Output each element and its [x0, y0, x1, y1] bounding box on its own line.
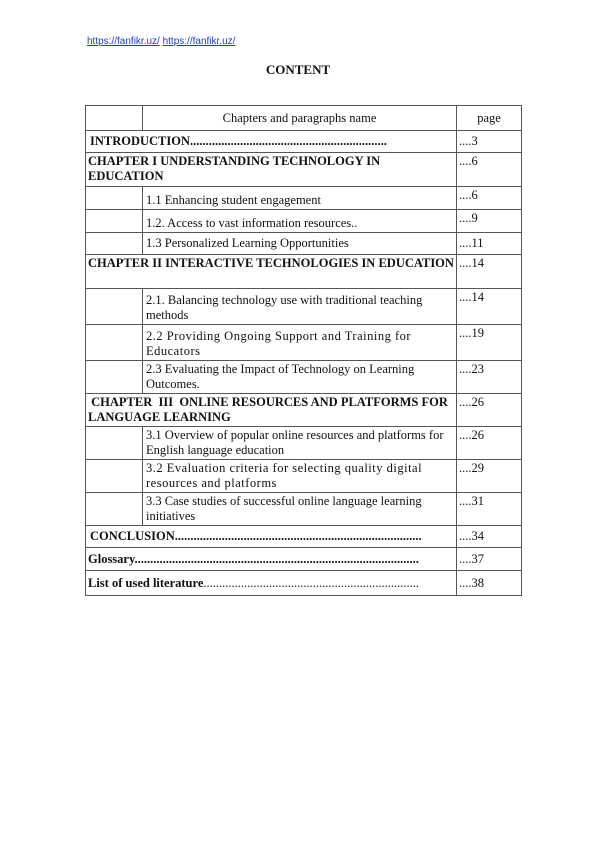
table-row	[86, 255, 522, 289]
row-page: ....26	[457, 394, 522, 427]
header-page-cell: page	[457, 106, 522, 131]
row-text: 3.3 Case studies of successful online language learning initiatives	[143, 493, 457, 526]
contents-table	[85, 105, 522, 596]
table-row	[86, 427, 522, 460]
table-row	[86, 325, 522, 361]
row-page: ....6	[457, 187, 522, 210]
row-page: ....23	[457, 361, 522, 394]
row-page: ....34	[457, 526, 522, 548]
row-page: ....29	[457, 460, 522, 493]
header-link-2[interactable]: https://fanfikr.uz/	[162, 36, 236, 47]
row-text: 1.3 Personalized Learning Opportunities	[143, 233, 457, 255]
table-row	[86, 131, 522, 153]
row-page: ....38	[457, 571, 522, 596]
row-text: 2.3 Evaluating the Impact of Technology on Learning Outcomes.	[143, 361, 457, 394]
row-page: ....3	[457, 131, 522, 153]
table-row	[86, 493, 522, 526]
row-text: 3.1 Overview of popular online resources and platforms for English language education	[143, 427, 457, 460]
row-leader-dots: .....................................................................	[203, 575, 420, 590]
row-indent	[86, 325, 143, 361]
row-text-cell	[86, 571, 457, 596]
table-row	[86, 153, 522, 187]
row-page: ....6	[457, 153, 522, 187]
row-page: ....11	[457, 233, 522, 255]
header-links	[87, 36, 235, 47]
row-indent	[86, 187, 143, 210]
row-text: CHAPTER I UNDERSTANDING TECHNOLOGY IN EDUCATION	[86, 153, 457, 187]
row-indent	[86, 289, 143, 325]
table-row	[86, 548, 522, 571]
row-indent	[86, 361, 143, 394]
table-row	[86, 361, 522, 394]
table-row	[86, 233, 522, 255]
row-page: ....9	[457, 210, 522, 233]
row-page: ....14	[457, 289, 522, 325]
header-blank-cell	[86, 106, 143, 131]
table-row	[86, 526, 522, 548]
row-text: 1.1 Enhancing student engagement	[143, 187, 457, 210]
row-page: ....26	[457, 427, 522, 460]
row-text: 2.2 Providing Ongoing Support and Training for Educators	[143, 325, 457, 361]
header-link-1[interactable]: https://fanfikr.uz/	[87, 36, 160, 47]
row-page: ....37	[457, 548, 522, 571]
table-row	[86, 394, 522, 427]
row-text: INTRODUCTION...............................................................	[86, 131, 457, 153]
row-text: List of used literature	[88, 575, 204, 590]
page-title: CONTENT	[265, 62, 331, 77]
table-header-row	[86, 106, 522, 131]
row-indent	[86, 460, 143, 493]
row-text: 1.2. Access to vast information resources..	[143, 210, 457, 233]
row-page: ....14	[457, 255, 522, 289]
row-indent	[86, 427, 143, 460]
row-page: ....19	[457, 325, 522, 361]
row-indent	[86, 493, 143, 526]
row-page: ....31	[457, 493, 522, 526]
row-text: 3.2 Evaluation criteria for selecting quality digital resources and platforms	[143, 460, 457, 493]
row-text: CHAPTER II INTERACTIVE TECHNOLOGIES IN EDUCATION	[86, 255, 457, 289]
header-name-cell: Chapters and paragraphs name	[143, 106, 457, 131]
table-row	[86, 289, 522, 325]
table-row	[86, 210, 522, 233]
table-row	[86, 187, 522, 210]
row-text: Glossary...........................................................................................	[86, 548, 457, 571]
row-indent	[86, 210, 143, 233]
row-text: 2.1. Balancing technology use with traditional teaching methods	[143, 289, 457, 325]
row-indent	[86, 233, 143, 255]
table-row	[86, 571, 522, 596]
row-text: CHAPTER III ONLINE RESOURCES AND PLATFORMS FOR LANGUAGE LEARNING	[86, 394, 457, 427]
table-row	[86, 460, 522, 493]
row-text: CONCLUSION...............................................................................	[86, 526, 457, 548]
